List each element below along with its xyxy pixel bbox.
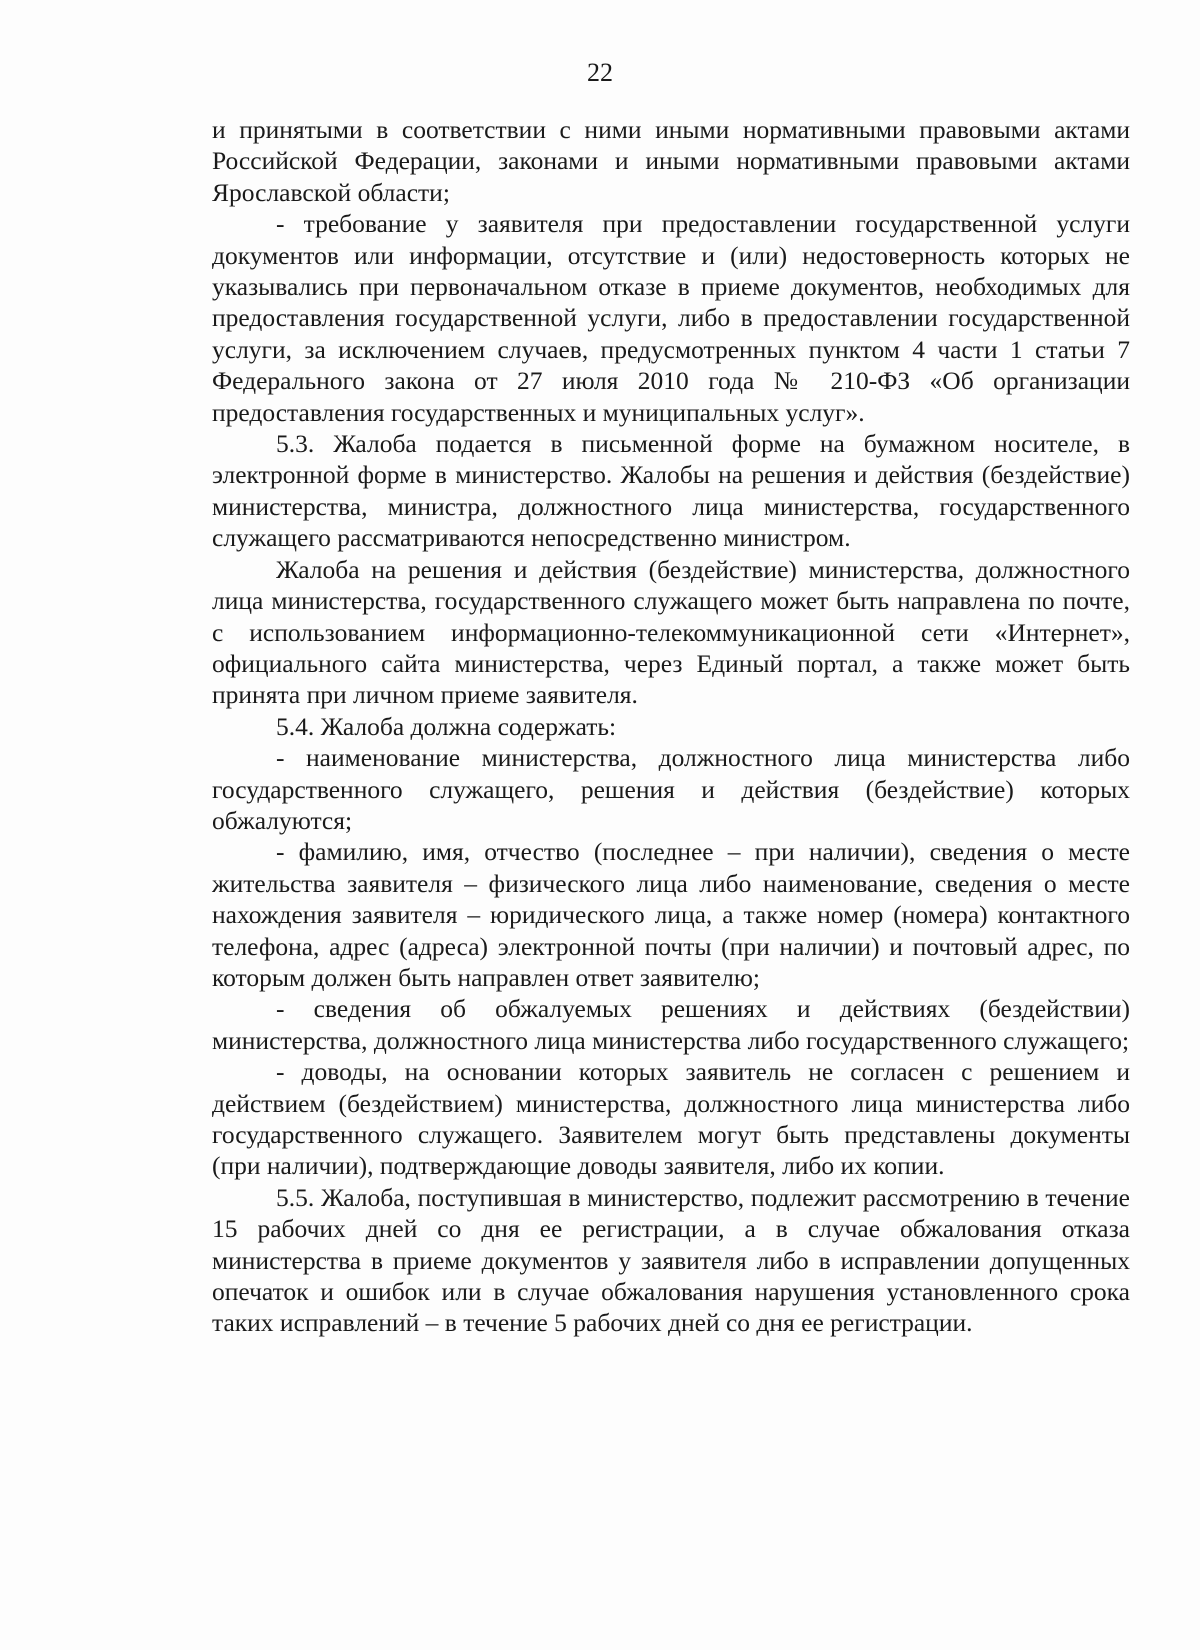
paragraph-5-4: 5.4. Жалоба должна содержать: xyxy=(276,711,617,741)
document-body xyxy=(212,114,1130,1339)
paragraph-5-3: 5.3. Жалоба подается в письменной форме на бумажном носителе, в электронной форме в министерство. Жалобы на решения и действия (бездействие) министерства, министра, должностного лица министерства, государственного служащего рассматриваются непосредственно министром. xyxy=(212,429,1130,553)
paragraph-continuation: и принятыми в соответствии с ними иными нормативными правовыми актами Российской Федерации, законами и иными нормативными правовыми актами Ярославской области; xyxy=(212,115,1130,207)
paragraph-item-name: - наименование министерства, должностного лица министерства либо государственного служащего, решения и действия (бездействие) которых обжалуются; xyxy=(212,743,1130,835)
paragraph-complaint-submission: Жалоба на решения и действия (бездействие) министерства, должностного лица министерства, государственного служащего может быть направлена по почте, с использованием информационно-телекоммуникационной сети «Интернет», официального сайта министерства, через Единый портал, а также может быть принята при личном приеме заявителя. xyxy=(212,554,1130,710)
paragraph-item-arguments: - доводы, на основании которых заявитель не согласен с решением и действием (бездействием) министерства, должностного лица министерства либо государственного служащего. Заявителем могут быть представлены документы (при наличии), подтверждающие доводы заявителя, либо их копии. xyxy=(212,1057,1130,1181)
paragraph-5-5: 5.5. Жалоба, поступившая в министерство, подлежит рассмотрению в течение 15 рабочих дней со дня ее регистрации, а в случае обжалования отказа министерства в приеме документов у заявителя либо в исправлении допущенных опечаток и ошибок или в случае обжалования нарушения установленного срока таких исправлений – в течение 5 рабочих дней со дня ее регистрации. xyxy=(212,1182,1130,1338)
paragraph-requirement-documents: - требование у заявителя при предоставлении государственной услуги документов или информации, отсутствие и (или) недостоверность которых не указывались при первоначальном отказе в приеме документов, необходимых для предоставления государственной услуги, либо в предоставлении государственной услуги, за исключением случаев, предусмотренных пунктом 4 части 1 статьи 7 Федерального закона от 27 июля 2010 года № 210-ФЗ «Об организации предоставления государственных и муниципальных услуг». xyxy=(212,209,1130,427)
paragraph-item-applicant: - фамилию, имя, отчество (последнее – при наличии), сведения о месте жительства заявителя – физического лица либо наименование, сведения о месте нахождения заявителя – юридического лица, а также номер (номера) контактного телефона, адрес (адреса) электронной почты (при наличии) и почтовый адрес, по которым должен быть направлен ответ заявителю; xyxy=(212,837,1130,992)
paragraph-item-decisions: - сведения об обжалуемых решениях и действиях (бездействии) министерства, должностного лица министерства либо государственного служащего; xyxy=(212,994,1130,1055)
page-number: 22 xyxy=(587,58,613,87)
